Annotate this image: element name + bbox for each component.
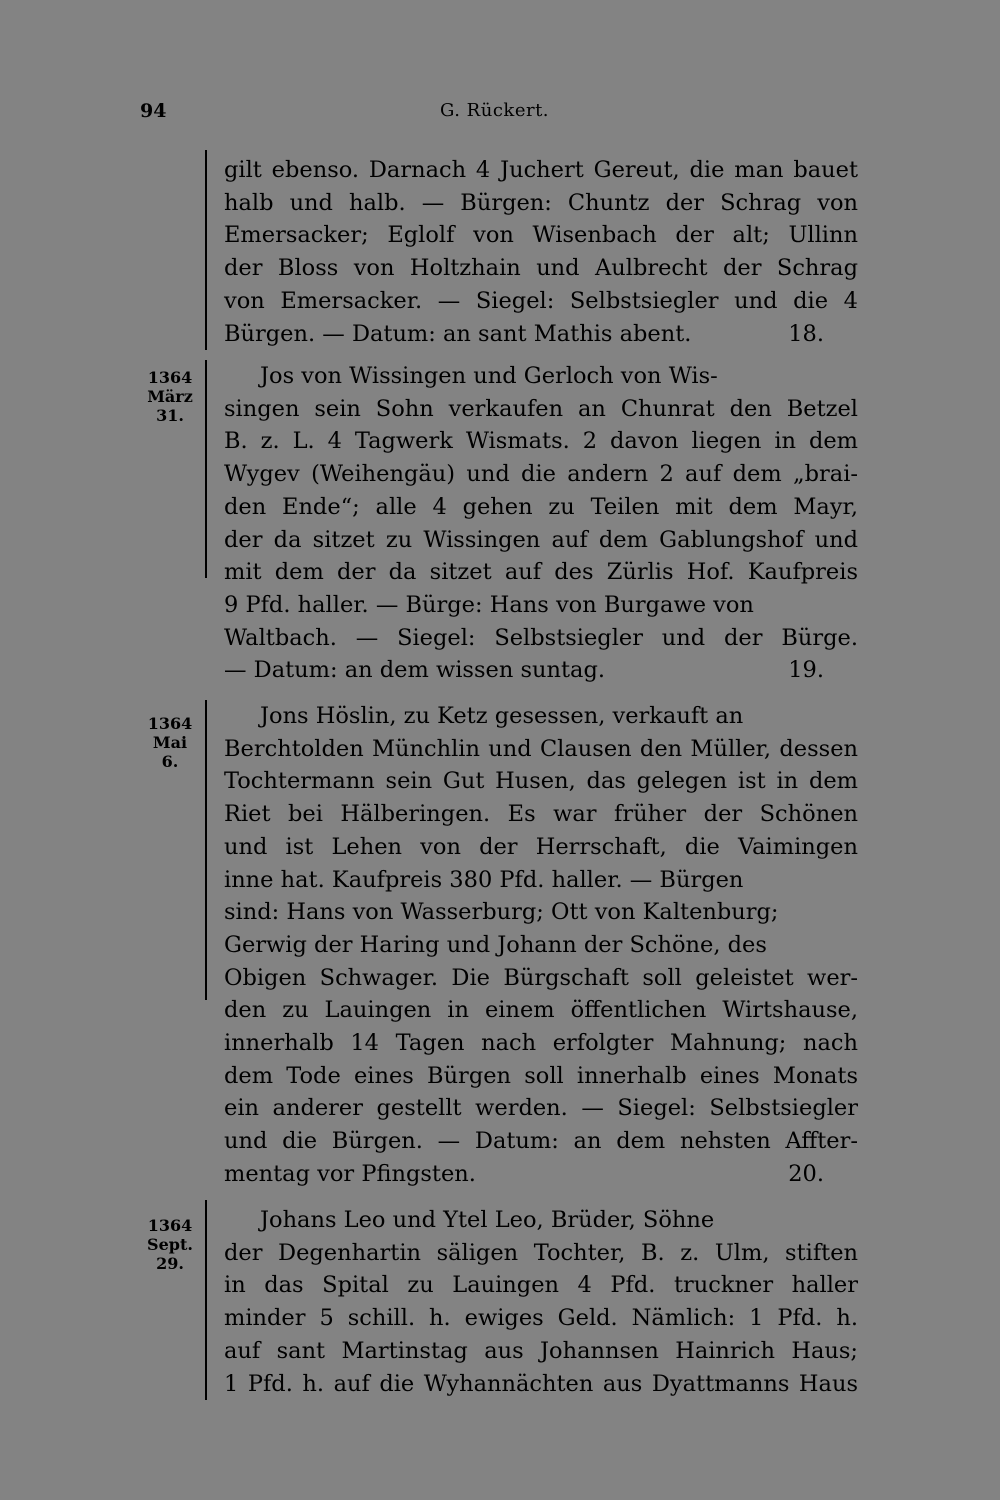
- text-line: — Datum: an dem wissen suntag.: [224, 657, 606, 684]
- text-line: ein anderer gestellt werden. — Siegel: Selbstsiegler: [224, 1095, 858, 1122]
- text-line: Obigen Schwager. Die Bürgschaft soll geleistet wer-: [224, 964, 858, 991]
- text-line: den Ende“; alle 4 gehen zu Teilen mit dem Mayr,: [224, 493, 858, 520]
- text-line: dem Tode eines Bürgen soll innerhalb eines Monats: [224, 1062, 858, 1089]
- margin-date-year: 1364: [147, 1216, 193, 1235]
- text-line: Riet bei Hälberingen. Es war früher der Schönen: [224, 801, 858, 828]
- text-line: und ist Lehen von der Herrschaft, die Vaimingen: [224, 833, 858, 860]
- text-line: der Bloss von Holtzhain und Aulbrecht der Schrag: [224, 255, 858, 282]
- text-line: Jos von Wissingen und Gerloch von Wis-: [260, 363, 718, 389]
- margin-date-month: Sept.: [147, 1235, 193, 1254]
- entry-number: 20.: [788, 1160, 824, 1187]
- margin-date-day: 6.: [161, 752, 179, 771]
- entry-20: [224, 700, 858, 1191]
- margin-date: [140, 714, 200, 771]
- text-line: Emersacker; Eglolf von Wisenbach der alt; Ullinn: [224, 222, 858, 249]
- text-line: inne hat. Kaufpreis 380 Pfd. haller. — Bürgen: [224, 866, 744, 893]
- text-line: Waltbach. — Siegel: Selbstsiegler und der Bürge.: [224, 624, 858, 651]
- text-line: gilt ebenso. Darnach 4 Juchert Gereut, die man bauet: [224, 157, 858, 183]
- text-line: Jons Höslin, zu Ketz gesessen, verkauft an: [260, 703, 744, 729]
- text-line: Bürgen. — Datum: an sant Mathis abent.: [224, 320, 692, 347]
- text-line: innerhalb 14 Tagen nach erfolgter Mahnung; nach: [224, 1030, 858, 1057]
- text-line: und die Bürgen. — Datum: an dem nehsten Affter-: [224, 1128, 858, 1155]
- entry-19: [224, 360, 858, 687]
- text-line: 9 Pfd. haller. — Bürge: Hans von Burgawe von: [224, 591, 754, 618]
- text-line: den zu Lauingen in einem öffentlichen Wirtshause,: [224, 997, 858, 1024]
- margin-date: [140, 368, 200, 425]
- text-line: der da sitzet zu Wissingen auf dem Gablungshof und: [224, 526, 858, 553]
- margin-rule: [205, 1200, 207, 1400]
- margin-rule: [205, 150, 207, 350]
- margin-date-year: 1364: [147, 714, 193, 733]
- text-line-last: [224, 654, 858, 687]
- text-line: Johans Leo und Ytel Leo, Brüder, Söhne: [260, 1207, 715, 1233]
- page-number: 94: [140, 100, 167, 122]
- text-line: Tochtermann sein Gut Husen, das gelegen ist in dem: [224, 768, 858, 795]
- margin-date-year: 1364: [147, 368, 193, 387]
- margin-date-day: 29.: [156, 1254, 184, 1273]
- margin-date-day: 31.: [156, 406, 184, 425]
- text-line: 1 Pfd. h. auf die Wyhannächten aus Dyattmanns Haus: [224, 1370, 858, 1397]
- text-line: in das Spital zu Lauingen 4 Pfd. truckner haller: [224, 1272, 858, 1299]
- entry-number: 19.: [788, 657, 824, 684]
- text-line: von Emersacker. — Siegel: Selbstsiegler und die 4: [224, 287, 858, 314]
- margin-date-month: Mai: [152, 733, 188, 752]
- entry-21: [224, 1204, 858, 1400]
- text-line: singen sein Sohn verkaufen an Chunrat den Betzel: [224, 395, 858, 422]
- page-header: [140, 100, 880, 130]
- text-line: auf sant Martinstag aus Johannsen Hainrich Haus;: [224, 1337, 858, 1364]
- margin-date: [140, 1216, 200, 1273]
- text-line-last: [224, 318, 858, 351]
- text-line: Berchtolden Münchlin und Clausen den Müller, dessen: [224, 735, 858, 762]
- text-line: mit dem der da sitzet auf des Zürlis Hof. Kaufpreis: [224, 559, 858, 586]
- text-line: Wygev (Weihengäu) und die andern 2 auf dem „brai-: [224, 461, 858, 488]
- entry-number: 18.: [788, 320, 824, 347]
- text-line: der Degenhartin säligen Tochter, B. z. Ulm, stiften: [224, 1239, 858, 1266]
- text-line: halb und halb. — Bürgen: Chuntz der Schrag von: [224, 189, 858, 216]
- entry-18: [224, 154, 858, 350]
- text-line: mentag vor Pfingsten.: [224, 1160, 476, 1187]
- text-line: B. z. L. 4 Tagwerk Wismats. 2 davon liegen in dem: [224, 428, 858, 455]
- running-head: G. Rückert.: [440, 100, 550, 121]
- margin-rule: [205, 360, 207, 578]
- text-line: sind: Hans von Wasserburg; Ott von Kaltenburg;: [224, 899, 779, 926]
- margin-date-month: März: [147, 387, 193, 406]
- text-line: Gerwig der Haring und Johann der Schöne, des: [224, 931, 767, 958]
- text-line-last: [224, 1158, 858, 1191]
- text-line: minder 5 schill. h. ewiges Geld. Nämlich: 1 Pfd. h.: [224, 1305, 858, 1332]
- margin-rule: [205, 700, 207, 1000]
